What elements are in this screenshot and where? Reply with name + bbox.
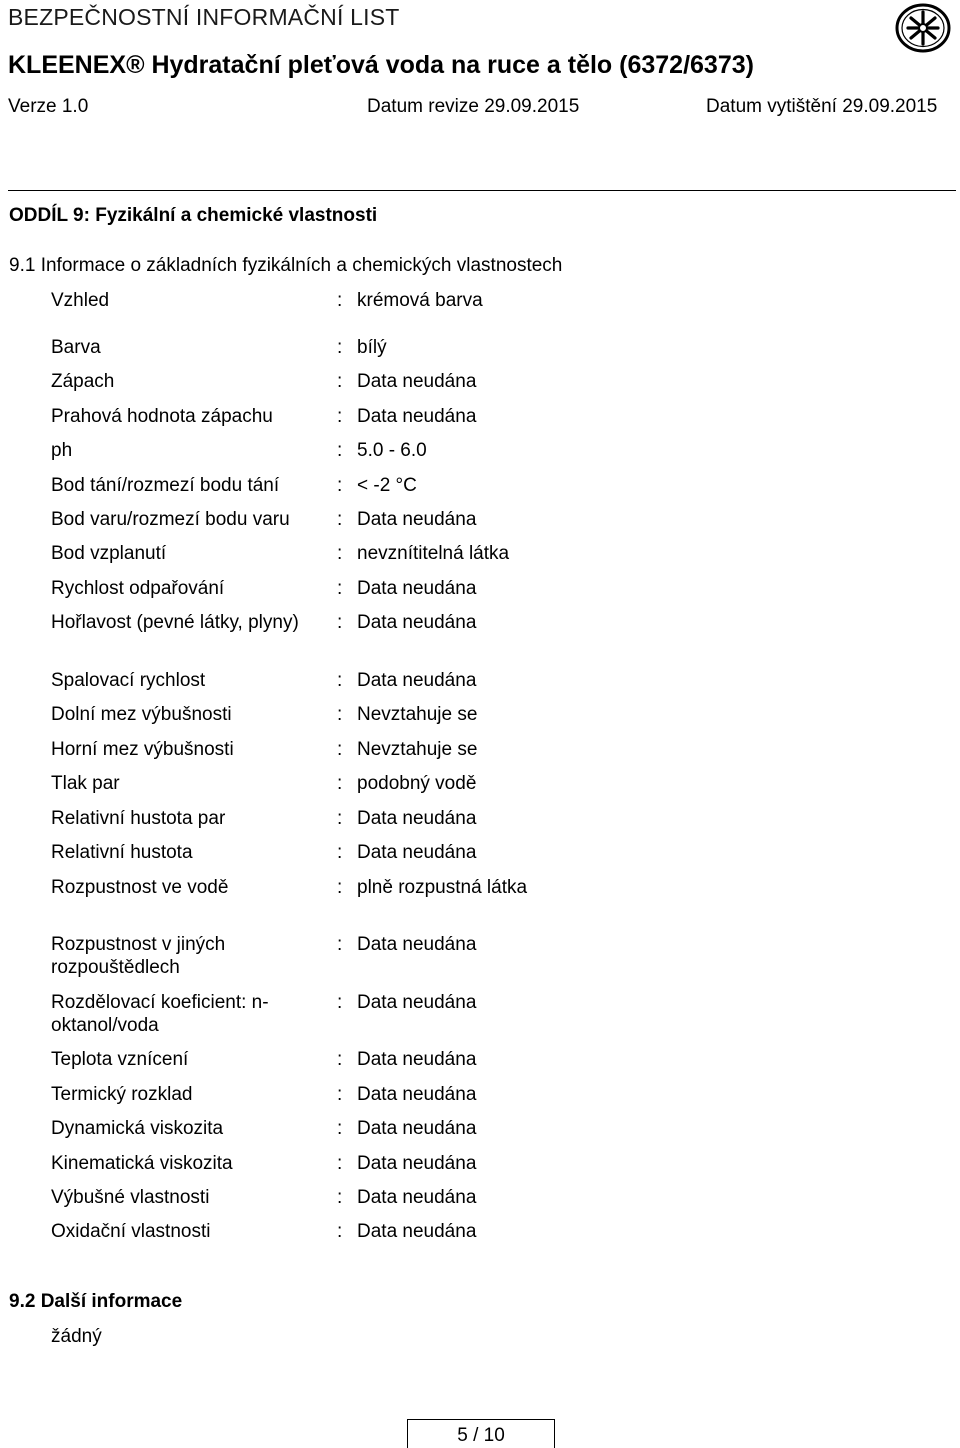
property-separator: : (337, 934, 343, 955)
property-label: Teplota vznícení (51, 1049, 189, 1070)
property-separator: : (337, 842, 343, 863)
property-value: Data neudána (357, 1153, 477, 1174)
property-label: ph (51, 440, 73, 461)
property-label: Bod varu/rozmezí bodu varu (51, 509, 290, 530)
property-separator: : (337, 704, 343, 725)
property-label: Rozpustnost v jiných rozpouštědlech (51, 934, 226, 978)
other-information-value: žádný (51, 1326, 102, 1347)
property-label: Spalovací rychlost (51, 670, 206, 691)
property-value: krémová barva (357, 290, 483, 311)
property-value: bílý (357, 337, 387, 358)
property-label: Termický rozklad (51, 1084, 193, 1105)
property-value: Data neudána (357, 1187, 477, 1208)
property-label: Bod vzplanutí (51, 543, 167, 564)
property-value: Data neudána (357, 842, 477, 863)
property-value: Data neudána (357, 1049, 477, 1070)
property-value: Nevztahuje se (357, 704, 478, 725)
property-label: Barva (51, 337, 101, 358)
section-title: ODDÍL 9: Fyzikální a chemické vlastnosti (9, 205, 378, 226)
property-separator: : (337, 475, 343, 496)
property-separator: : (337, 808, 343, 829)
document-type: BEZPEČNOSTNÍ INFORMAČNÍ LIST (8, 4, 400, 30)
property-label: Tlak par (51, 773, 120, 794)
header-divider (8, 190, 956, 191)
property-label: Horní mez výbušnosti (51, 739, 234, 760)
property-label: Oxidační vlastnosti (51, 1221, 211, 1242)
property-value: Data neudána (357, 612, 477, 633)
property-value: Data neudána (357, 371, 477, 392)
property-separator: : (337, 773, 343, 794)
property-separator: : (337, 543, 343, 564)
property-separator: : (337, 440, 343, 461)
property-separator: : (337, 1084, 343, 1105)
product-name: KLEENEX® Hydratační pleťová voda na ruce a tělo (6372/6373) (8, 51, 754, 79)
property-separator: : (337, 992, 343, 1013)
property-label: Dolní mez výbušnosti (51, 704, 232, 725)
property-value: nevznítitelná látka (357, 543, 510, 564)
property-value: podobný vodě (357, 773, 477, 794)
property-value: Data neudána (357, 1118, 477, 1139)
property-label: Rychlost odpařování (51, 578, 225, 599)
property-separator: : (337, 877, 343, 898)
property-label: Relativní hustota (51, 842, 193, 863)
property-value: Data neudána (357, 934, 477, 955)
property-value: Nevztahuje se (357, 739, 478, 760)
property-label: Rozpustnost ve vodě (51, 877, 229, 898)
property-separator: : (337, 1221, 343, 1242)
revision-date: Datum revize 29.09.2015 (367, 96, 580, 117)
property-value: Data neudána (357, 509, 477, 530)
property-label: Rozdělovací koeficient: n-oktanol/voda (51, 992, 269, 1036)
property-value: Data neudána (357, 670, 477, 691)
property-value: Data neudána (357, 992, 477, 1013)
property-separator: : (337, 578, 343, 599)
property-label: Kinematická viskozita (51, 1153, 233, 1174)
page-number: 5 / 10 (457, 1425, 505, 1446)
property-value: 5.0 - 6.0 (357, 440, 427, 461)
property-value: Data neudána (357, 1084, 477, 1105)
property-separator: : (337, 1187, 343, 1208)
property-separator: : (337, 1049, 343, 1070)
property-separator: : (337, 509, 343, 530)
property-value: Data neudána (357, 406, 477, 427)
property-separator: : (337, 290, 343, 311)
property-label: Bod tání/rozmezí bodu tání (51, 475, 280, 496)
property-separator: : (337, 670, 343, 691)
property-separator: : (337, 371, 343, 392)
subsection-9-2-title: 9.2 Další informace (9, 1291, 183, 1312)
property-value: plně rozpustná látka (357, 877, 528, 898)
property-separator: : (337, 612, 343, 633)
property-label: Prahová hodnota zápachu (51, 406, 273, 427)
property-separator: : (337, 1118, 343, 1139)
property-label: Relativní hustota par (51, 808, 226, 829)
property-separator: : (337, 337, 343, 358)
property-separator: : (337, 406, 343, 427)
print-date: Datum vytištění 29.09.2015 (706, 96, 938, 117)
page-number-box (407, 1419, 555, 1448)
property-label: Zápach (51, 371, 115, 392)
subsection-9-1-title: 9.1 Informace o základních fyzikálních a chemických vlastnostech (9, 255, 563, 276)
property-separator: : (337, 1153, 343, 1174)
property-label: Vzhled (51, 290, 110, 311)
property-value: Data neudána (357, 808, 477, 829)
property-label: Výbušné vlastnosti (51, 1187, 210, 1208)
version: Verze 1.0 (8, 96, 89, 117)
property-label: Dynamická viskozita (51, 1118, 224, 1139)
property-value: Data neudána (357, 578, 477, 599)
property-value: < -2 °C (357, 475, 417, 496)
property-value: Data neudána (357, 1221, 477, 1242)
property-separator: : (337, 739, 343, 760)
property-label: Hořlavost (pevné látky, plyny) (51, 612, 299, 633)
kimberly-clark-logo-icon (894, 2, 952, 54)
